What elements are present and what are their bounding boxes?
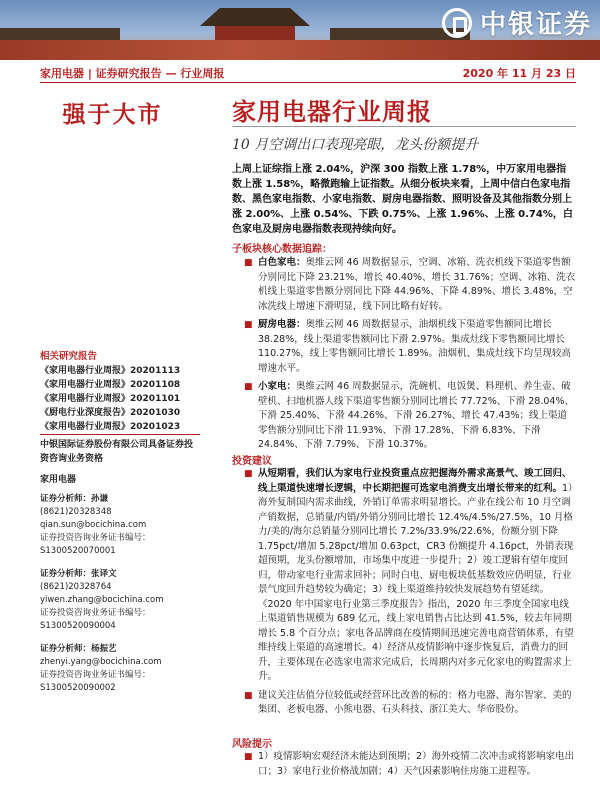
header-banner bbox=[0, 0, 600, 60]
title-divider bbox=[232, 126, 576, 127]
brand-logo-icon bbox=[442, 8, 472, 38]
summary-paragraph: 上周上证综指上涨 2.04%，沪深 300 指数上涨 1.78%，中万家用电器指数上涨 1.58%，略微跑输上证指数。从细分板块来看，上周中信白色家电指数、黑色家电指数、小家电指数、厨房电器指数、照明设备及其他指数分别上涨 2.00%、上涨 0.54%、下跌 0.75%、上涨 1.96%、上涨 0.74%，白色家电及厨房电器指数表现持续向好。 bbox=[232, 164, 573, 235]
banner-pavilion bbox=[215, 26, 295, 40]
bullet-icon: ■ bbox=[244, 258, 253, 268]
analyst-email[interactable]: zhenyi.yang@bocichina.com bbox=[40, 657, 162, 667]
bullet-icon: ■ bbox=[244, 320, 253, 330]
item-lead: 从短期看，我们认为家电行业投资重点应把握海外需求高景气、竣工回归、线上渠道快速增长逻辑，中长期把握可选家电消费支出增长带来的红利。 bbox=[258, 468, 572, 494]
analyst-email[interactable]: yiwen.zhang@bocichina.com bbox=[40, 595, 164, 605]
company-block bbox=[40, 438, 200, 466]
item-label: 白色家电： bbox=[258, 257, 306, 268]
list-item bbox=[232, 380, 576, 453]
brand-name: 中银证券 bbox=[479, 10, 592, 40]
page-subtitle: 10 月空调出口表现亮眼，龙头份额提升 bbox=[232, 137, 479, 153]
list-item bbox=[232, 318, 576, 376]
bullet-icon: ■ bbox=[244, 382, 253, 392]
banner-roof-left bbox=[0, 28, 120, 40]
item-text: 奥维云网 46 周数据显示，油烟机线下渠道零售额同比增长 38.28%，线上渠道零售额同比下滑 2.97%。集成灶线下零售额同比增长 110.27%，线上零售额同比增长 1.89%。油烟机、集成灶线下均呈现较高增速水平。 bbox=[258, 319, 571, 374]
meta-divider bbox=[40, 82, 576, 83]
related-report-item[interactable]: 《家用电器行业周报》20201108 bbox=[40, 380, 181, 390]
analyst-block bbox=[40, 473, 200, 695]
item-text: 奥维云网 46 周数据显示，空调、冰箱、洗衣机线下渠道零售额分别同比下降 23.21%、增长 40.40%、增长 31.76%；空调、冰箱、洗衣机线上渠道零售额分别同比下降 44.96%、下降 4.89%、增长 3.48%，空冰洗线上增速下滑明显，线下同比略有好转。 bbox=[258, 257, 576, 312]
risk-section-list bbox=[232, 750, 576, 783]
item-text: 奥维云网 46 周数据显示，洗碗机、电饭煲、料理机、养生壶、破壁机、扫地机器人线下渠道零售额分别同比增长 77.72%、下滑 28.04%、下滑 25.40%、下滑 44.26%、下滑 26.27%、增长 47.43%；线上渠道零售额分别同比下滑 11.93%、下滑 17.28%、下滑 6.83%、下滑 24.84%、下滑 7.79%、下滑 10.37%。 bbox=[258, 381, 574, 450]
list-item bbox=[232, 689, 576, 718]
invest-section-title: 投资建议 bbox=[232, 456, 272, 467]
related-report-item[interactable]: 《家用电器行业周报》20201101 bbox=[40, 394, 181, 404]
list-item bbox=[232, 467, 576, 685]
item-text: 1）海外复制国内需求曲线，外销订单需求明显增长。产业在线公布 10 月空调产销数据，总销量/内销/外销分别同比增长 12.4%/4.5%/27.5%，10 月格力/美的/海尔总销量分别同比增长 7.2%/33.9%/22.6%，份额分别下降 1.75pct/增加 5.28pct/增加 0.63pct，CR3 份额提升 4.16pct，外销表现超预期，龙头份额增加，市场集中度进一步提升；2）竣工逻辑有望年度回归，带动家电行业需求回补；同时白电、厨电板块低基数效应仍明显，行业景气度回升趋势较为确定；3）线上渠道维持较快发展趋势有望延续。《2020 年中国家电行业第三季度报告》指出，2020 年三季度全国家电线上渠道销售规模为 689 亿元，线上家电销售占比达到 41.5%，较去年同期增长 5.8 个百分点；家电各品牌商在疫情期间迅速完善电商营销体系，有望维持线上渠道的高速增长。4）经济从疫情影响中逐步恢复后，消费力的回升，主要体现在必选家电需求完成后，长周期内对多元化家电的购置需求上升。 bbox=[258, 482, 574, 682]
item-text: 建议关注估值分位较低或经营环比改善的标的：格力电器、海尔智家、美的集团、老板电器、小熊电器、石头科技、浙江美大、华帝股份。 bbox=[258, 689, 572, 715]
analyst-email[interactable]: qian.sun@bocichina.com bbox=[40, 520, 147, 530]
banner-wall bbox=[0, 40, 600, 60]
analyst-card: 证券分析师：杨振艺 zhenyi.yang@bocichina.com 证券投资咨询业务证书编号：S1300520090002 bbox=[40, 643, 200, 695]
analyst-phone: (8621)20328348 bbox=[40, 507, 112, 517]
related-reports bbox=[40, 350, 200, 434]
item-label: 厨房电器： bbox=[258, 319, 306, 330]
list-item bbox=[232, 750, 576, 779]
related-report-item[interactable]: 《厨电行业深度报告》20201030 bbox=[40, 408, 181, 418]
risk-section-title: 风险提示 bbox=[232, 739, 272, 750]
related-reports-title: 相关研究报告 bbox=[40, 351, 98, 362]
report-date: 2020 年 11 月 23 日 bbox=[462, 67, 576, 80]
sidebar-divider bbox=[40, 434, 200, 435]
item-text: 1）疫情影响宏观经济未能达到预期；2）海外疫情二次冲击或将影响家电出口；3）家电行业价格战加剧；4）天气因素影响住房施工进程等。 bbox=[258, 751, 575, 777]
related-report-item[interactable]: 《家用电器行业周报》20201113 bbox=[40, 366, 181, 376]
item-label: 小家电： bbox=[258, 381, 297, 392]
bullet-icon: ■ bbox=[244, 690, 253, 701]
analyst-phone: (8621)20328764 bbox=[40, 582, 112, 592]
invest-section-list bbox=[232, 467, 576, 722]
banner-roof bbox=[200, 8, 310, 26]
core-section-title: 子板块核心数据追踪： bbox=[232, 244, 332, 255]
brand bbox=[442, 4, 592, 41]
list-item bbox=[232, 256, 576, 314]
bullet-icon: ■ bbox=[244, 469, 253, 479]
company-name: 中银国际证券股份有限公司具备证券投资咨询业务资格 bbox=[40, 440, 194, 464]
analyst-card: 证券分析师：张译文 (8621)20328764 yiwen.zhang@bocichina.com 证券投资咨询业务证书编号：S1300520090004 bbox=[40, 568, 200, 633]
rating-title: 强于大市 bbox=[62, 102, 163, 128]
bullet-icon: ■ bbox=[244, 752, 253, 762]
meta-row bbox=[40, 63, 576, 81]
sector-label: 家用电器 bbox=[40, 475, 77, 485]
report-category: 家用电器 | 证券研究报告 — 行业周报 bbox=[40, 67, 225, 80]
core-section-list bbox=[232, 256, 576, 457]
page-title: 家用电器行业周报 bbox=[232, 98, 432, 126]
analyst-card: 证券分析师：孙谦 (8621)20328348 qian.sun@bocichina.com 证券投资咨询业务证书编号：S1300520070001 bbox=[40, 493, 200, 558]
related-report-item[interactable]: 《家用电器行业周报》20201023 bbox=[40, 422, 181, 432]
